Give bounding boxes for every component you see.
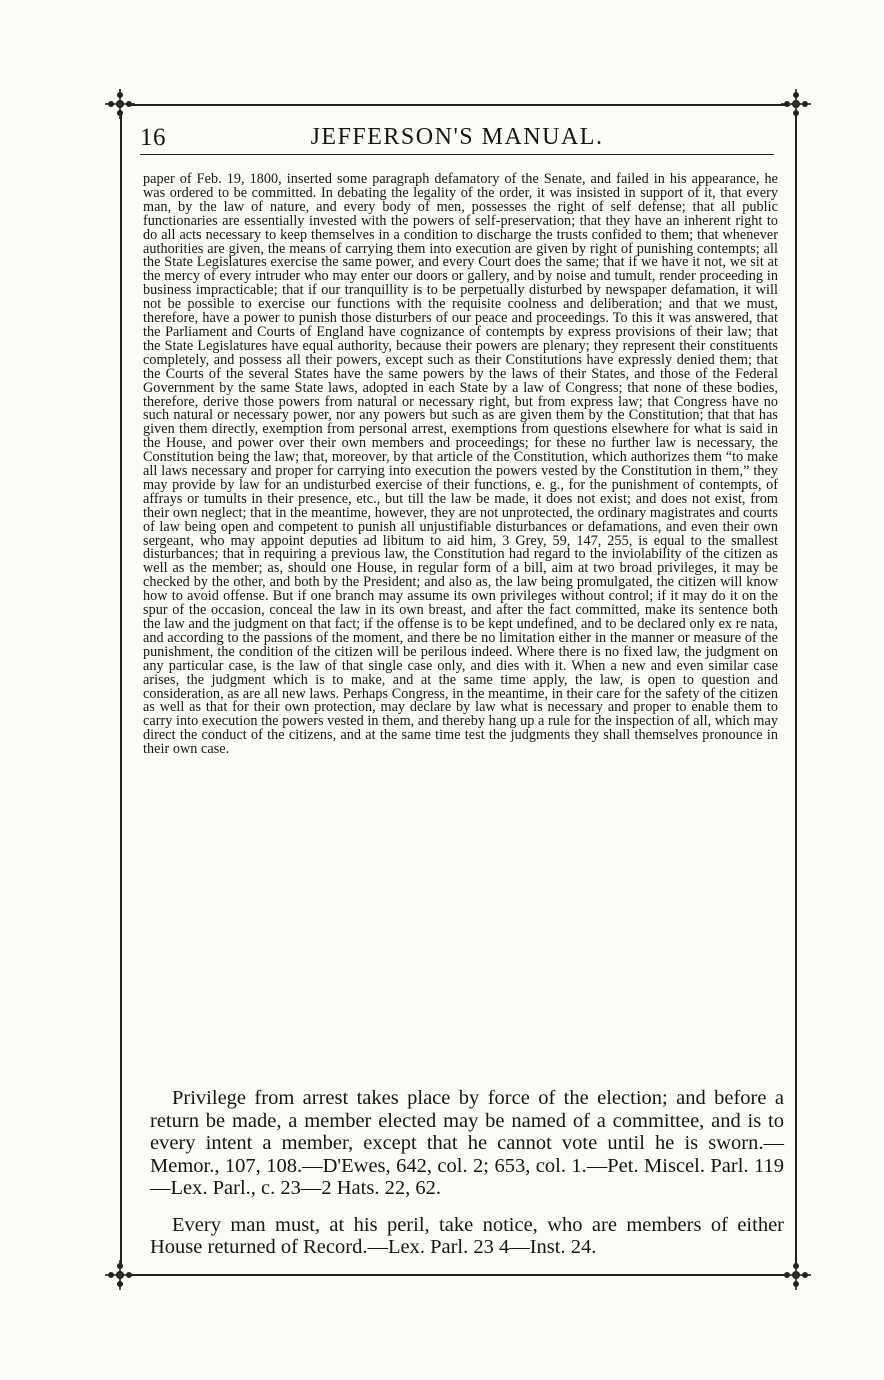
body-text-large bbox=[150, 1087, 784, 1273]
privilege-paragraph: Privilege from arrest takes place by force of the election; and before a return be made, a member elected may be named of a committee, and is to every intent a member, except that he cannot vote until he is sworn.—Memor., 107, 108.—D'Ewes, 642, col. 2; 653, col. 1.—Pet. Miscel. Parl. 119—Lex. Parl., c. 23—2 Hats. 22, 62. bbox=[150, 1087, 784, 1199]
body-text-small bbox=[143, 173, 778, 757]
corner-ornament-icon bbox=[781, 1260, 811, 1290]
notice-paragraph: Every man must, at his peril, take notice, who are members of either House returned of Record.—Lex. Parl. 23 4—Inst. 24. bbox=[150, 1213, 784, 1258]
corner-ornament-icon bbox=[105, 1260, 135, 1290]
running-title: JEFFERSON'S MANUAL. bbox=[310, 124, 604, 150]
page-header bbox=[140, 124, 774, 154]
border-bottom-rule bbox=[130, 1274, 790, 1276]
small-paragraph: paper of Feb. 19, 1800, inserted some paragraph defamatory of the Senate, and failed in his appearance, he was ordered to be committed. In debating the legality of the order, it was insisted in support of it, that every man, by the law of nature, and every body of men, possesses the right of self defense; that all public functionaries are essentially invested with the powers of self-preservation; that they have an inherent right to do all acts necessary to keep themselves in a condition to discharge the trusts confided to them; that whenever authorities are given, the means of carrying them into execution are given by right of punishing contempts; all the State Legislatures exercise the same power, and every Court does the same; that if we have it not, we sit at the mercy of every intruder who may enter our doors or gallery, and by noise and tumult, render proceeding in business impracticable; that if our tranquillity is to be perpetually disturbed by newspaper defamation, it will not be possible to exercise our functions with the requisite coolness and deliberation; and that we must, therefore, have a power to punish those disturbers of our peace and proceedings. To this it was answered, that the Parliament and Courts of England have cognizance of contempts by express provisions of their law; that the State Legislatures have equal authority, because their powers are plenary; they represent their constituents completely, and possess all their powers, except such as their Constitutions have expressly denied them; that the Courts of the several States have the same powers by the laws of their States, and those of the Federal Government by the same State laws, adopted in each State by a law of Congress; that none of these bodies, therefore, derive those powers from natural or necessary right, but from express law; that Congress have no such natural or necessary power, nor any powers but such as are given them by the Constitution; that that has given them directly, exemption from personal arrest, exemptions from questions elsewhere for what is said in the House, and power over their own members and proceedings; for these no further law is necessary, the Constitution being the law; that, moreover, by that article of the Constitution, which authorizes them “to make all laws necessary and proper for carrying into execution the powers vested by the Constitution in them,” they may provide by law for an undisturbed exercise of their functions, e. g., for the punishment of contempts, of affrays or tumults in their presence, etc., but till the law be made, it does not exist; and does not exist, from their own neglect; that in the meantime, however, they are not unprotected, the ordinary magistrates and courts of law being open and competent to punish all unjustifiable disturbances or defamations, and even their own sergeant, who may appoint deputies ad libitum to aid him, 3 Grey, 59, 147, 255, is equal to the smallest disturbances; that in requiring a previous law, the Constitution had regard to the inviolability of the citizen as well as the member; as, should one House, in regular form of a bill, aim at two broad privileges, it may be checked by the other, and both by the President; and also as, the law being promulgated, the citizen will know how to avoid offense. But if one branch may assume its own privileges without control; if it may do it on the spur of the occasion, conceal the law in its own breast, and after the fact committed, make its sentence both the law and the judgment on that fact; if the offense is to be kept undefined, and to be declared only ex re nata, and according to the passions of the moment, and there be no limitation either in the manner or measure of the punishment, the condition of the citizen will be perilous indeed. Where there is no fixed law, the judgment on any particular case, is the law of that single case only, and dies with it. When a new and even similar case arises, the judgment which is to make, and at the same time apply, the law, is open to question and consideration, as are all new laws. Perhaps Congress, in the meantime, in their care for the safety of the citizen as well as that for their own protection, may declare by law what is necessary and proper to enable them to carry into execution the powers vested in them, and thereby hang up a rule for the inspection of all, which may direct the conduct of the citizens, and at the same time test the judgments they shall themselves pronounce in their own case. bbox=[143, 171, 778, 758]
corner-ornament-icon bbox=[781, 89, 811, 119]
header-rule bbox=[140, 154, 774, 155]
page-number: 16 bbox=[140, 124, 166, 151]
border-top-rule bbox=[130, 104, 790, 106]
corner-ornament-icon bbox=[105, 89, 135, 119]
border-right-rule bbox=[795, 114, 797, 1266]
border-left-rule bbox=[120, 114, 122, 1266]
